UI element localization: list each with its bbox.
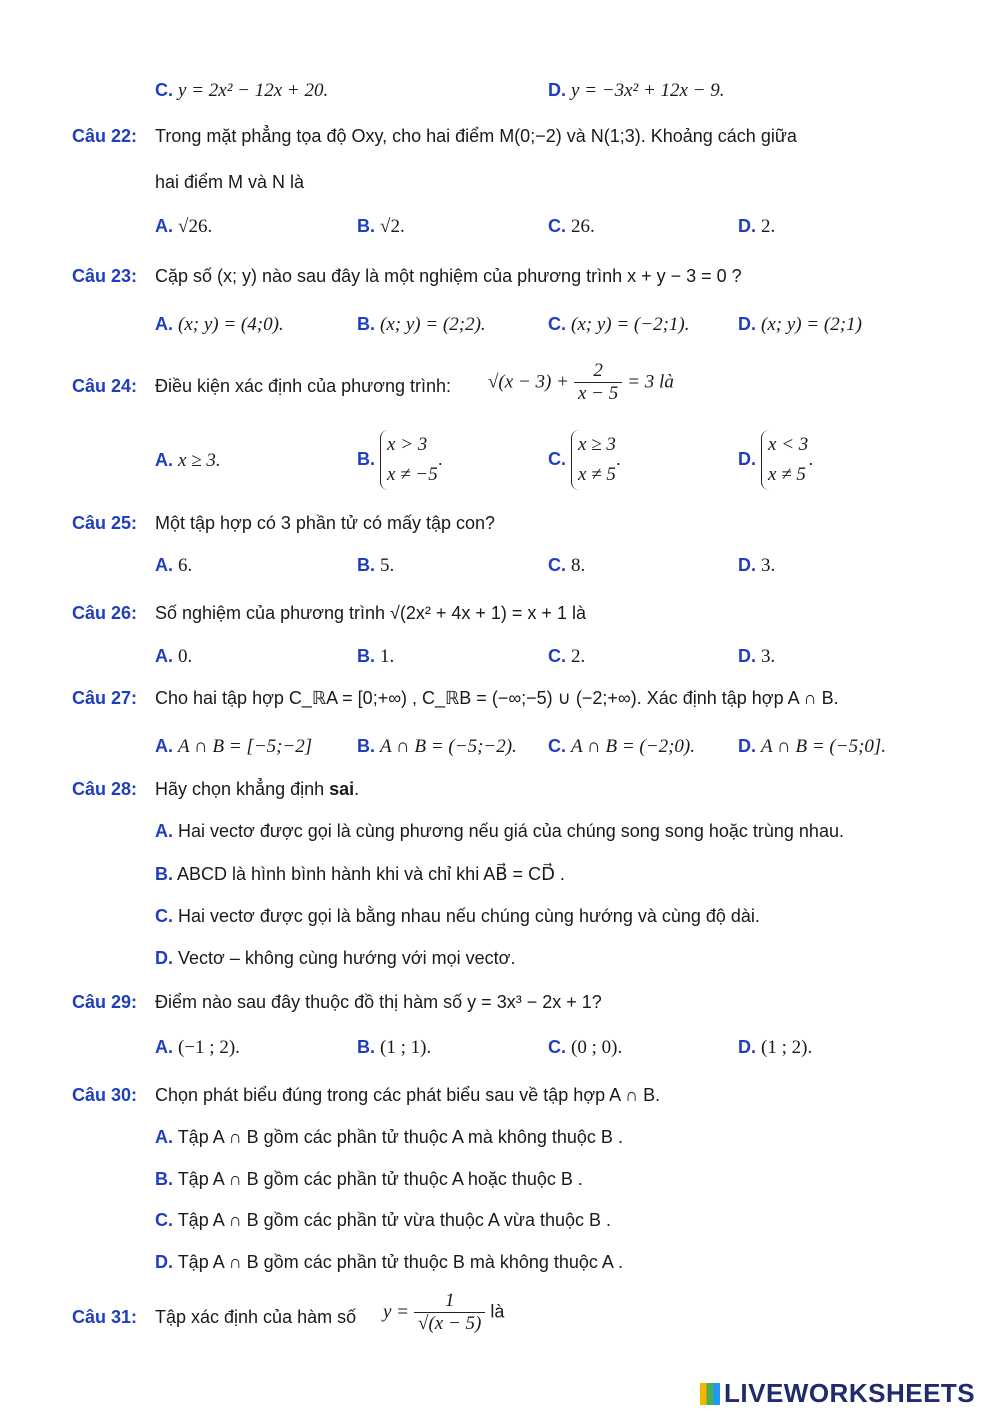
option-text: y = −3x² + 12x − 9. (571, 80, 725, 101)
option-text: ABCD là hình bình hành khi và chỉ khi AB⃗ = CD⃗ . (177, 864, 565, 884)
option-label: B. (357, 1037, 375, 1057)
logo-text: LIVEWORKSHEETS (724, 1378, 976, 1408)
question-label: Câu 29: (72, 992, 138, 1012)
option-label: D. (155, 1252, 173, 1272)
option-label: C. (548, 216, 566, 236)
option-label: B. (357, 736, 375, 756)
option-text: y = 2x² − 12x + 20. (178, 80, 329, 101)
question-label: Câu 23: (72, 266, 138, 286)
option-text: Tập A ∩ B gồm các phần tử thuộc B mà không thuộc A . (177, 1252, 623, 1272)
fraction-denominator: x − 5 (574, 382, 622, 405)
option-label: A. (155, 1127, 173, 1147)
option-label: B. (357, 646, 375, 666)
option-text: 26. (571, 216, 595, 237)
option-text: Hai vectơ được gọi là cùng phương nếu giá của chúng song song hoặc trùng nhau. (178, 821, 844, 841)
option-label: C. (548, 555, 566, 575)
option-label: C. (548, 736, 566, 756)
question-text: Cặp số (x; y) nào sau đây là một nghiệm của phương trình x + y − 3 = 0 ? (155, 266, 742, 286)
option-label: B. (357, 448, 375, 469)
question-label: Câu 28: (72, 779, 138, 799)
option-text: (1 ; 1). (380, 1037, 432, 1058)
option-label: C. (155, 1210, 173, 1230)
option-label: B. (155, 1169, 173, 1189)
option-text: (0 ; 0). (571, 1037, 623, 1058)
option-text: A ∩ B = [−5;−2] (178, 736, 313, 757)
question-label: Câu 31: (72, 1307, 138, 1327)
option-text: 8. (571, 555, 586, 576)
fraction-numerator: 2 (593, 360, 603, 381)
question-text: Hãy chọn khẳng định (155, 779, 325, 799)
option-label: A. (155, 450, 173, 470)
option-label: D. (738, 448, 756, 469)
option-label: A. (155, 1037, 173, 1057)
option-label: D. (738, 314, 756, 334)
option-text: 3. (761, 555, 776, 576)
option-label: A. (155, 646, 173, 666)
option-text: (1 ; 2). (761, 1037, 813, 1058)
option-text: Hai vectơ được gọi là bằng nhau nếu chúng cùng hướng và cùng độ dài. (178, 906, 760, 926)
system-line: x > 3 (387, 434, 428, 455)
question-text: Một tập hợp có 3 phần tử có mấy tập con? (155, 513, 496, 533)
system-brace (380, 430, 438, 490)
question-label: Câu 30: (72, 1085, 138, 1105)
option-text: (x; y) = (2;2). (380, 314, 486, 335)
option-label: D. (738, 646, 756, 666)
option-label: B. (357, 314, 375, 334)
option-label: B. (357, 555, 375, 575)
question-text: Số nghiệm của phương trình √(2x² + 4x + 1) = x + 1 là (155, 603, 586, 623)
option-label: A. (155, 821, 173, 841)
option-text: 6. (178, 555, 193, 576)
question-label: Câu 25: (72, 513, 138, 533)
question-text: Tập xác định của hàm số (155, 1307, 357, 1327)
option-text: 3. (761, 646, 776, 667)
option-label: C. (548, 1037, 566, 1057)
option-text: 2. (571, 646, 586, 667)
equation-part: √(x − 3) + (488, 371, 569, 393)
option-text: Tập A ∩ B gồm các phần tử thuộc A hoặc thuộc B . (177, 1169, 583, 1189)
option-text: A ∩ B = (−5;0]. (761, 736, 887, 757)
question-text: Điều kiện xác định của phương trình: (155, 376, 452, 396)
logo-mark-icon (700, 1383, 720, 1405)
question-label: Câu 22: (72, 126, 138, 146)
option-label: C. (548, 314, 566, 334)
option-label: C. (155, 80, 173, 100)
equation-part: y = (383, 1301, 410, 1323)
option-label: D. (738, 1037, 756, 1057)
option-label: A. (155, 216, 173, 236)
option-text: x ≥ 3. (178, 450, 221, 471)
option-text: Tập A ∩ B gồm các phần tử vừa thuộc A vừa thuộc B . (177, 1210, 612, 1230)
system-line: x ≥ 3 (578, 434, 616, 455)
fraction-numerator: 1 (444, 1290, 455, 1311)
question-text: Điểm nào sau đây thuộc đồ thị hàm số y = 3x³ − 2x + 1? (155, 992, 602, 1012)
option-text: 2. (761, 216, 776, 237)
system-line: x ≠ 5 (578, 464, 616, 485)
system-line: x ≠ 5 (768, 464, 806, 485)
option-text: (x; y) = (4;0). (178, 314, 284, 335)
question-label: Câu 24: (72, 376, 138, 396)
option-text: √26. (178, 216, 213, 237)
option-label: C. (548, 448, 566, 469)
option-text: Vectơ – không cùng hướng với mọi vectơ. (178, 948, 516, 968)
system-brace (571, 430, 616, 490)
option-label: B. (357, 216, 375, 236)
option-text: (x; y) = (2;1) (761, 314, 862, 335)
option-label: D. (738, 216, 756, 236)
option-label: D. (738, 555, 756, 575)
system-line: x ≠ −5 (387, 464, 438, 485)
option-text: √2. (380, 216, 405, 237)
option-label: D. (548, 80, 566, 100)
question-label: Câu 26: (72, 603, 138, 623)
option-text: Tập A ∩ B gồm các phần tử thuộc A mà không thuộc B . (177, 1127, 623, 1147)
emphasis-word: sai (329, 779, 355, 799)
fraction-denominator: √(x − 5) (414, 1312, 485, 1335)
option-text: 0. (178, 646, 193, 667)
question-text: Trong mặt phẳng tọa độ Oxy, cho hai điểm M(0;−2) và N(1;3). Khoảng cách giữa (155, 126, 797, 146)
question-text: Cho hai tập hợp C_ℝA = [0;+∞) , C_ℝB = (−∞;−5) ∪ (−2;+∞). Xác định tập hợp A ∩ B. (155, 688, 839, 708)
option-label: A. (155, 736, 173, 756)
system-brace (761, 430, 808, 490)
option-text: (x; y) = (−2;1). (571, 314, 690, 335)
option-label: C. (155, 906, 173, 926)
option-label: A. (155, 314, 173, 334)
system-line: x < 3 (768, 434, 809, 455)
option-text: 5. (380, 555, 395, 576)
equation-part: = 3 là (627, 371, 674, 393)
option-text: (−1 ; 2). (178, 1037, 240, 1058)
fraction (414, 1290, 485, 1335)
option-label: D. (155, 948, 173, 968)
equation-tail: là (490, 1301, 505, 1322)
question-text: Chọn phát biểu đúng trong các phát biểu sau về tập hợp A ∩ B. (155, 1085, 661, 1105)
option-text: 1. (380, 646, 395, 667)
option-text: A ∩ B = (−5;−2). (380, 736, 517, 757)
fraction (574, 360, 622, 405)
option-label: A. (155, 555, 173, 575)
option-label: C. (548, 646, 566, 666)
option-label: B. (155, 864, 173, 884)
question-label: Câu 27: (72, 688, 138, 708)
option-label: D. (738, 736, 756, 756)
question-text-cont: hai điểm M và N là (155, 172, 305, 192)
option-text: A ∩ B = (−2;0). (571, 736, 695, 757)
liveworksheets-logo (700, 1378, 975, 1409)
